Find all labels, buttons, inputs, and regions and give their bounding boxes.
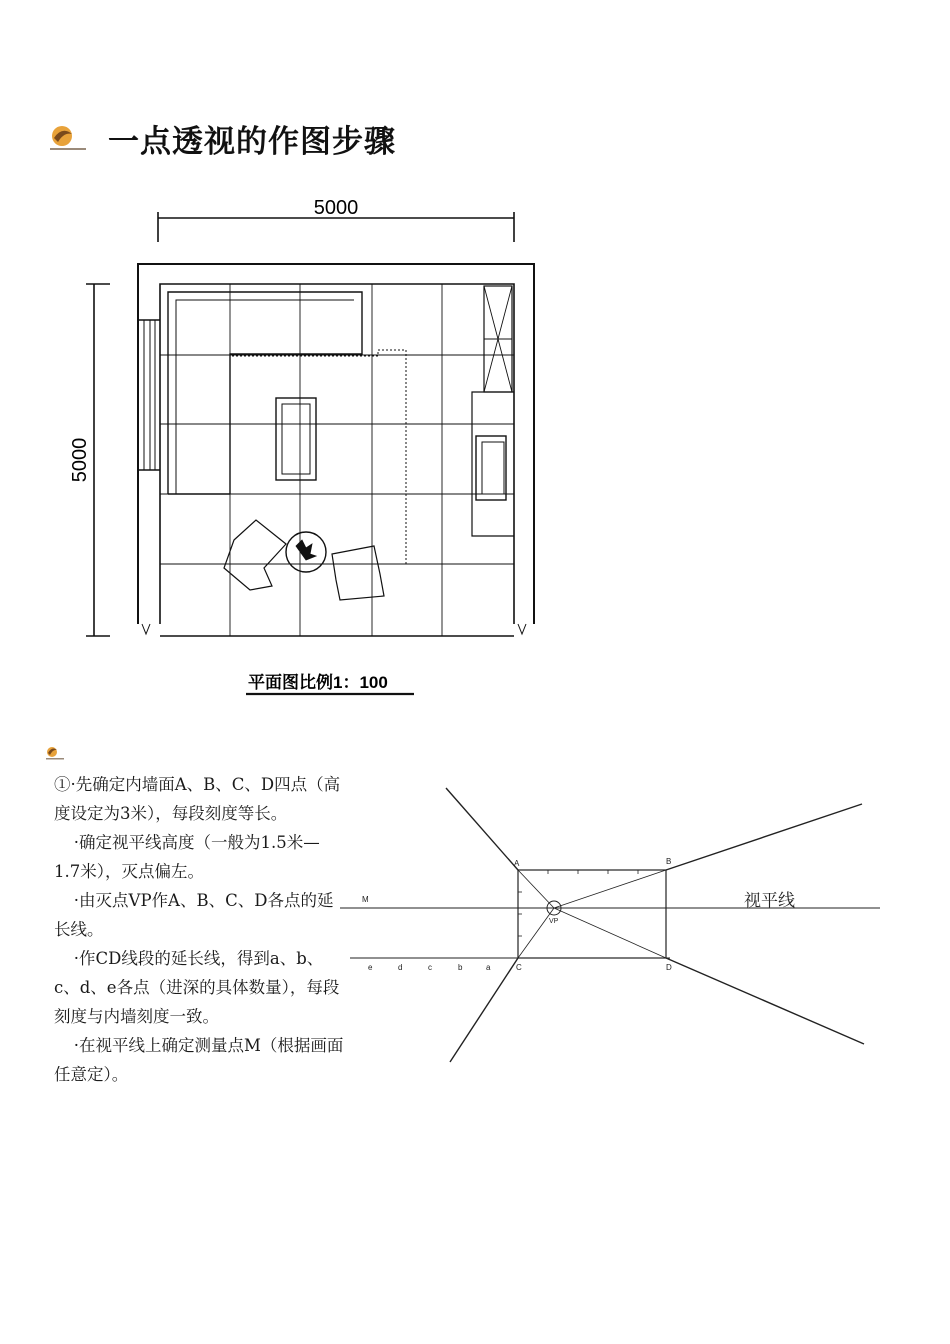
point-c-small-label: c — [428, 963, 432, 972]
page-title: 一点透视的作图步骤 — [108, 124, 396, 160]
floor-plan — [40, 180, 560, 710]
point-b-label: B — [666, 857, 672, 866]
step-instructions — [54, 770, 346, 1089]
step-5-text: ·在视平线上确定测量点M（根据画面任意定）。 — [54, 1036, 344, 1084]
point-b-small-label: b — [458, 963, 463, 972]
step-1-text: ①·先确定内墙面A、B、C、D四点（高度设定为3米），每段刻度等长。 — [54, 775, 341, 823]
step-4-text: ·作CD线段的延长线，得到a、b、c、d、e各点（进深的具体数量），每段刻度与内墙刻度一致。 — [54, 949, 340, 1026]
point-a-label: A — [514, 859, 520, 868]
point-d-small-label: d — [398, 963, 403, 972]
small-logo-icon — [44, 744, 66, 762]
horizon-label: 视平线 — [744, 891, 795, 911]
logo-icon — [46, 122, 90, 154]
point-a-small-label: a — [486, 963, 491, 972]
step-2-text: ·确定视平线高度（一般为1.5米—1.7米），灭点偏左。 — [54, 833, 320, 881]
step-3-text: ·由灭点VP作A、B、C、D各点的延长线。 — [54, 891, 334, 939]
point-d-label: D — [666, 963, 672, 972]
width-dimension-label: 5000 — [313, 197, 359, 219]
point-m-label: M — [362, 895, 369, 904]
point-e-label: e — [368, 963, 373, 972]
inner-wall-rectangle — [518, 870, 666, 958]
point-c-label: C — [516, 963, 522, 972]
perspective-diagram — [336, 772, 886, 1072]
plan-caption: 平面图比例1：100 — [248, 673, 388, 692]
vp-label: VP — [549, 918, 559, 925]
height-dimension-label: 5000 — [69, 437, 91, 483]
